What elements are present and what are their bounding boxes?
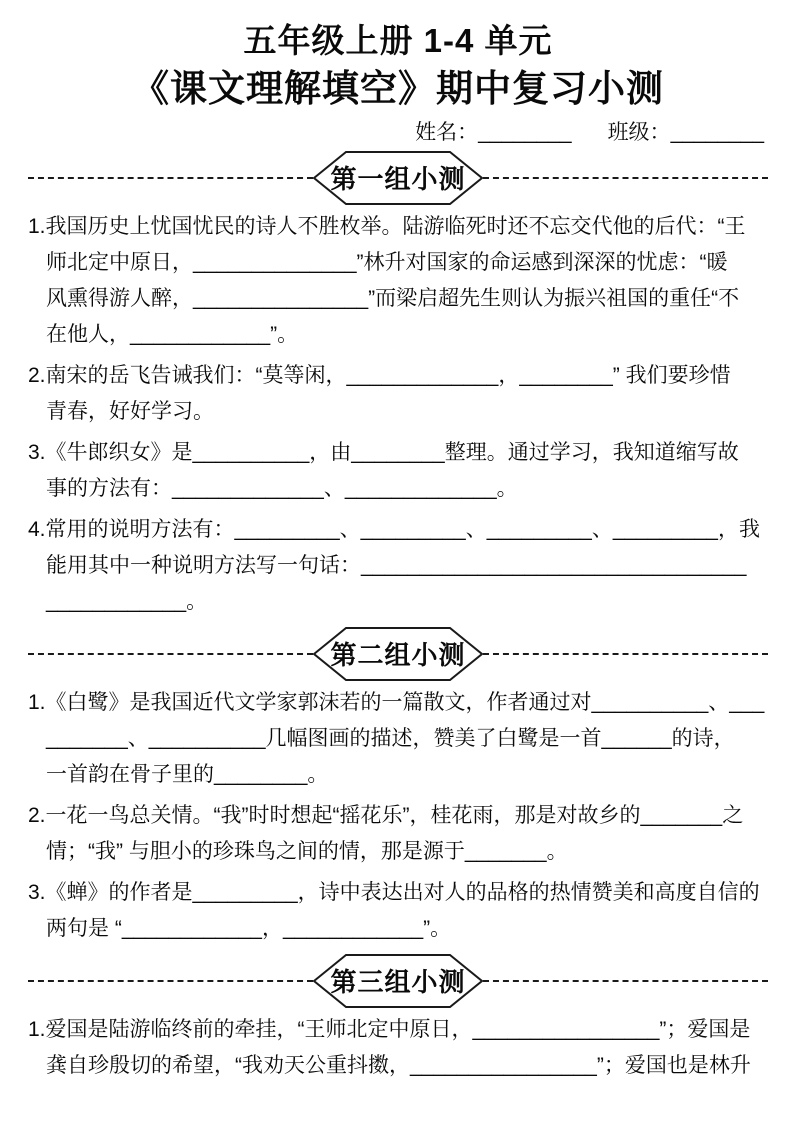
question-line: 1.《白鹭》是我国近代文学家郭沫若的一篇散文，作者通过对__________、___	[28, 690, 765, 714]
divider-dash-left	[28, 980, 313, 982]
question-2-1	[28, 685, 768, 793]
question-line: 3.《牛郎织女》是__________，由________整理。通过学习，我知道缩写故	[28, 440, 739, 464]
class-group	[608, 119, 764, 147]
question-line: 风熏得游人醉，_______________”而梁启超先生则认为振兴祖国的重任“不	[46, 286, 740, 310]
question-line: 龚自珍殷切的希望，“我劝天公重抖擞，________________”；爱国也是林升	[46, 1053, 751, 1077]
question-line: 两句是 “____________，____________”。	[46, 916, 452, 940]
title-line-1: 五年级上册 1-4 单元	[243, 22, 553, 59]
section-2-badge	[313, 626, 483, 682]
name-group	[415, 119, 571, 147]
title-line-2: 《课文理解填空》期中复习小测	[132, 67, 664, 109]
question-1-4	[28, 512, 768, 620]
question-line: 师北定中原日，______________”林升对国家的命运感到深深的忧虑：“暖	[46, 250, 728, 274]
name-class-row	[28, 119, 764, 147]
section-1-divider	[28, 149, 768, 207]
question-1-2	[28, 358, 768, 430]
section-3-title: 第三组小测	[330, 967, 466, 998]
divider-dash-left	[28, 653, 313, 655]
divider-dash-right	[483, 980, 768, 982]
question-2-3	[28, 875, 768, 947]
divider-dash-left	[28, 177, 313, 179]
question-line: 能用其中一种说明方法写一句话：_________________________________	[46, 553, 747, 577]
section-3-divider	[28, 952, 768, 1010]
question-line: 3.《蝉》的作者是_________，诗中表达出对人的品格的热情赞美和高度自信的	[28, 880, 760, 904]
class-label: 班级：	[607, 120, 671, 144]
question-2-2	[28, 798, 768, 870]
question-line: 情；“我” 与胆小的珍珠鸟之间的情，那是源于_______。	[46, 839, 568, 863]
question-line: 1.我国历史上忧国忧民的诗人不胜枚举。陆游临死时还不忘交代他的后代：“王	[28, 214, 746, 238]
section-3-badge	[313, 953, 483, 1009]
divider-dash-right	[483, 653, 768, 655]
question-line: 青春，好好学习。	[46, 399, 214, 423]
question-line: 2.南宋的岳飞告诫我们：“莫等闲，_____________，________” 我们要珍惜	[28, 363, 731, 387]
question-line: ____________。	[46, 589, 208, 613]
section-1-badge	[313, 150, 483, 206]
divider-dash-right	[483, 177, 768, 179]
name-blank: ________	[478, 120, 572, 144]
section-2-title: 第二组小测	[330, 640, 466, 671]
question-line: 一首韵在骨子里的________。	[46, 762, 329, 786]
question-line: 在他人，____________”。	[46, 322, 299, 346]
question-line: 4.常用的说明方法有：_________、_________、_________、_________，我	[28, 517, 760, 541]
class-blank: ________	[670, 120, 764, 144]
question-line: 2.一花一鸟总关情。“我”时时想起“摇花乐”，桂花雨，那是对故乡的_______之	[28, 803, 744, 827]
question-line: 1.爱国是陆游临终前的牵挂，“王师北定中原日，________________”；爱国是	[28, 1017, 751, 1041]
section-1-title: 第一组小测	[330, 164, 466, 195]
question-line: 事的方法有：_____________、_____________。	[46, 476, 518, 500]
section-2-divider	[28, 625, 768, 683]
question-1-1	[28, 209, 768, 353]
question-line: _______、__________几幅图画的描述，赞美了白鹭是一首______的诗，	[46, 726, 735, 750]
question-1-3	[28, 435, 768, 507]
question-3-1	[28, 1012, 768, 1084]
name-label: 姓名：	[415, 120, 479, 144]
